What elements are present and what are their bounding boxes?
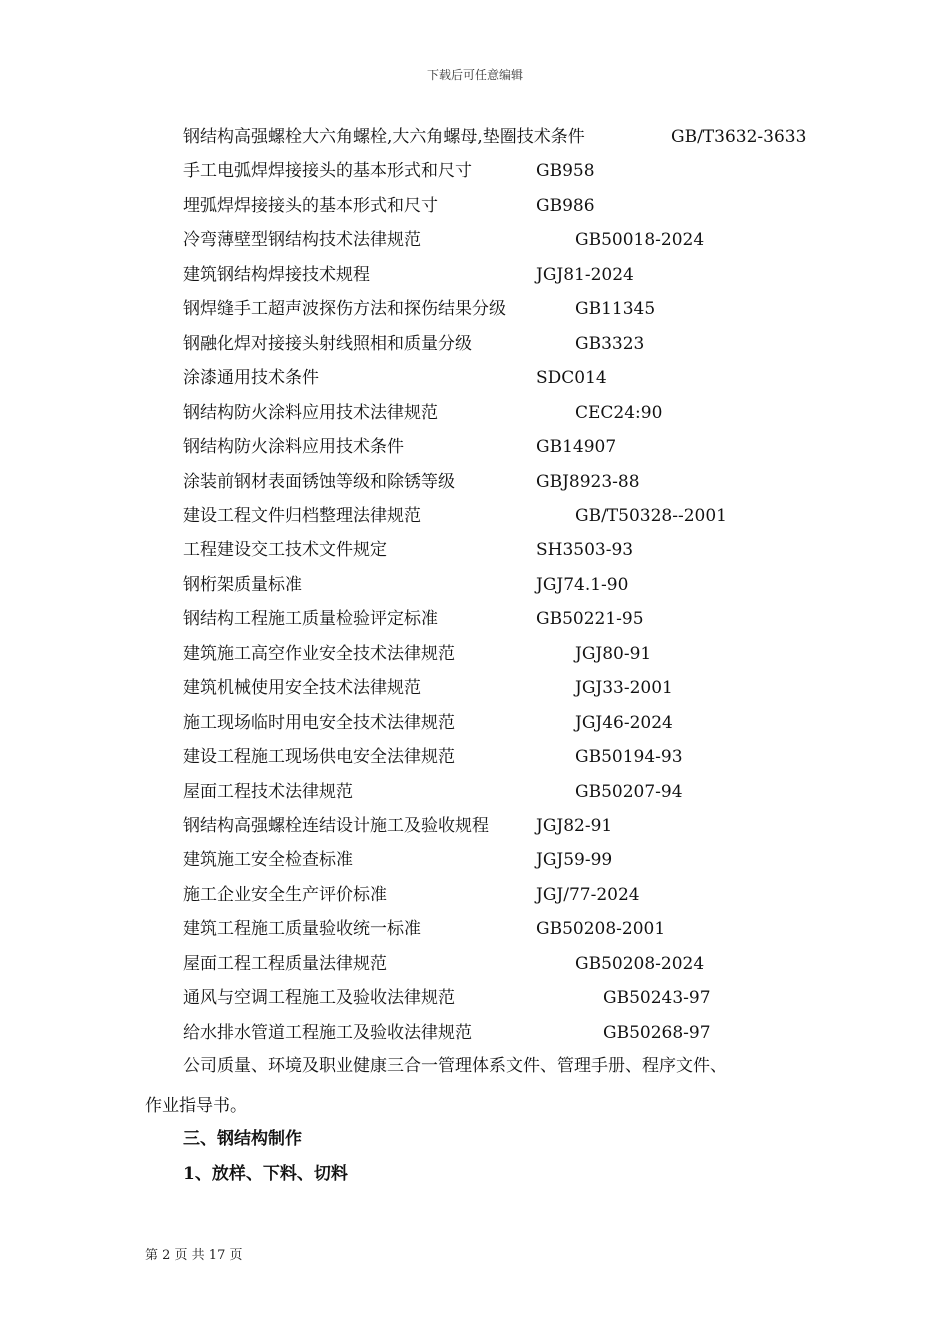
standard-code: JGJ81-2024 (536, 265, 634, 285)
standard-name: 钢结构工程施工质量检验评定标准 (183, 609, 438, 629)
standard-code: SH3503-93 (536, 540, 634, 560)
standard-code: GB14907 (536, 437, 617, 457)
standard-name: 钢结构高强螺栓大六角螺栓,大六角螺母,垫圈技术条件 (183, 127, 585, 147)
standard-code: JGJ46-2024 (575, 713, 673, 733)
standard-name: 建筑钢结构焊接技术规程 (183, 265, 370, 285)
standard-name: 工程建设交工技术文件规定 (183, 540, 387, 560)
standard-code: GB958 (536, 161, 595, 181)
paragraph-line-1: 公司质量、环境及职业健康三合一管理体系文件、管理手册、程序文件、 (183, 1056, 727, 1076)
standard-code: JGJ80-91 (575, 644, 652, 664)
standard-name: 建筑机械使用安全技术法律规范 (183, 678, 421, 698)
standard-code: GB50207-94 (575, 782, 683, 802)
standard-name: 施工企业安全生产评价标准 (183, 885, 387, 905)
standard-code: GB986 (536, 196, 595, 216)
standard-name: 建设工程施工现场供电安全法律规范 (183, 747, 455, 767)
standard-code: GB50208-2001 (536, 919, 666, 939)
standard-name: 钢桁架质量标准 (183, 575, 302, 595)
standard-code: GB50018-2024 (575, 230, 705, 250)
standard-name: 钢焊缝手工超声波探伤方法和探伤结果分级 (183, 299, 506, 319)
standard-code: JGJ33-2001 (575, 678, 673, 698)
standard-name: 涂装前钢材表面锈蚀等级和除锈等级 (183, 472, 455, 492)
standard-code: GB50208-2024 (575, 954, 705, 974)
standard-code: JGJ74.1-90 (536, 575, 629, 595)
standard-name: 屋面工程技术法律规范 (183, 782, 353, 802)
standard-name: 施工现场临时用电安全技术法律规范 (183, 713, 455, 733)
paragraph-line-2: 作业指导书。 (145, 1096, 247, 1116)
standard-code: JGJ59-99 (536, 850, 613, 870)
standard-name: 屋面工程工程质量法律规范 (183, 954, 387, 974)
standard-name: 给水排水管道工程施工及验收法律规范 (183, 1023, 472, 1043)
standard-code: GB50194-93 (575, 747, 683, 767)
standard-code: SDC014 (536, 368, 607, 388)
standard-name: 钢融化焊对接接头射线照相和质量分级 (183, 334, 472, 354)
standard-name: 建设工程文件归档整理法律规范 (183, 506, 421, 526)
standard-code: GB50221-95 (536, 609, 644, 629)
standard-name: 钢结构高强螺栓连结设计施工及验收规程 (183, 816, 489, 836)
standard-code: GBJ8923-88 (536, 472, 640, 492)
standard-code: JGJ82-91 (536, 816, 613, 836)
standard-name: 钢结构防火涂料应用技术条件 (183, 437, 404, 457)
standard-code: GB50243-97 (603, 988, 711, 1008)
standard-code: GB/T50328--2001 (575, 506, 727, 526)
standard-name: 钢结构防火涂料应用技术法律规范 (183, 403, 438, 423)
standard-code: GB3323 (575, 334, 645, 354)
page-footer: 第 2 页 共 17 页 (145, 1248, 243, 1263)
standard-code: GB11345 (575, 299, 656, 319)
standard-name: 手工电弧焊焊接接头的基本形式和尺寸 (183, 161, 472, 181)
standard-code: GB50268-97 (603, 1023, 711, 1043)
standard-name: 涂漆通用技术条件 (183, 368, 319, 388)
page-header: 下载后可任意编辑 (426, 68, 523, 82)
standard-name: 通风与空调工程施工及验收法律规范 (183, 988, 455, 1008)
section-heading: 三、钢结构制作 (183, 1129, 302, 1149)
standard-code: CEC24:90 (575, 403, 663, 423)
standard-code: JGJ/77-2024 (536, 885, 640, 905)
standard-code: GB/T3632-3633 (671, 127, 807, 147)
standard-name: 建筑施工安全检查标准 (183, 850, 353, 870)
sub-heading: 1、放样、下料、切料 (183, 1164, 348, 1184)
standard-name: 建筑施工高空作业安全技术法律规范 (183, 644, 455, 664)
standard-name: 建筑工程施工质量验收统一标准 (183, 919, 421, 939)
standard-name: 冷弯薄壁型钢结构技术法律规范 (183, 230, 421, 250)
standard-name: 埋弧焊焊接接头的基本形式和尺寸 (183, 196, 438, 216)
